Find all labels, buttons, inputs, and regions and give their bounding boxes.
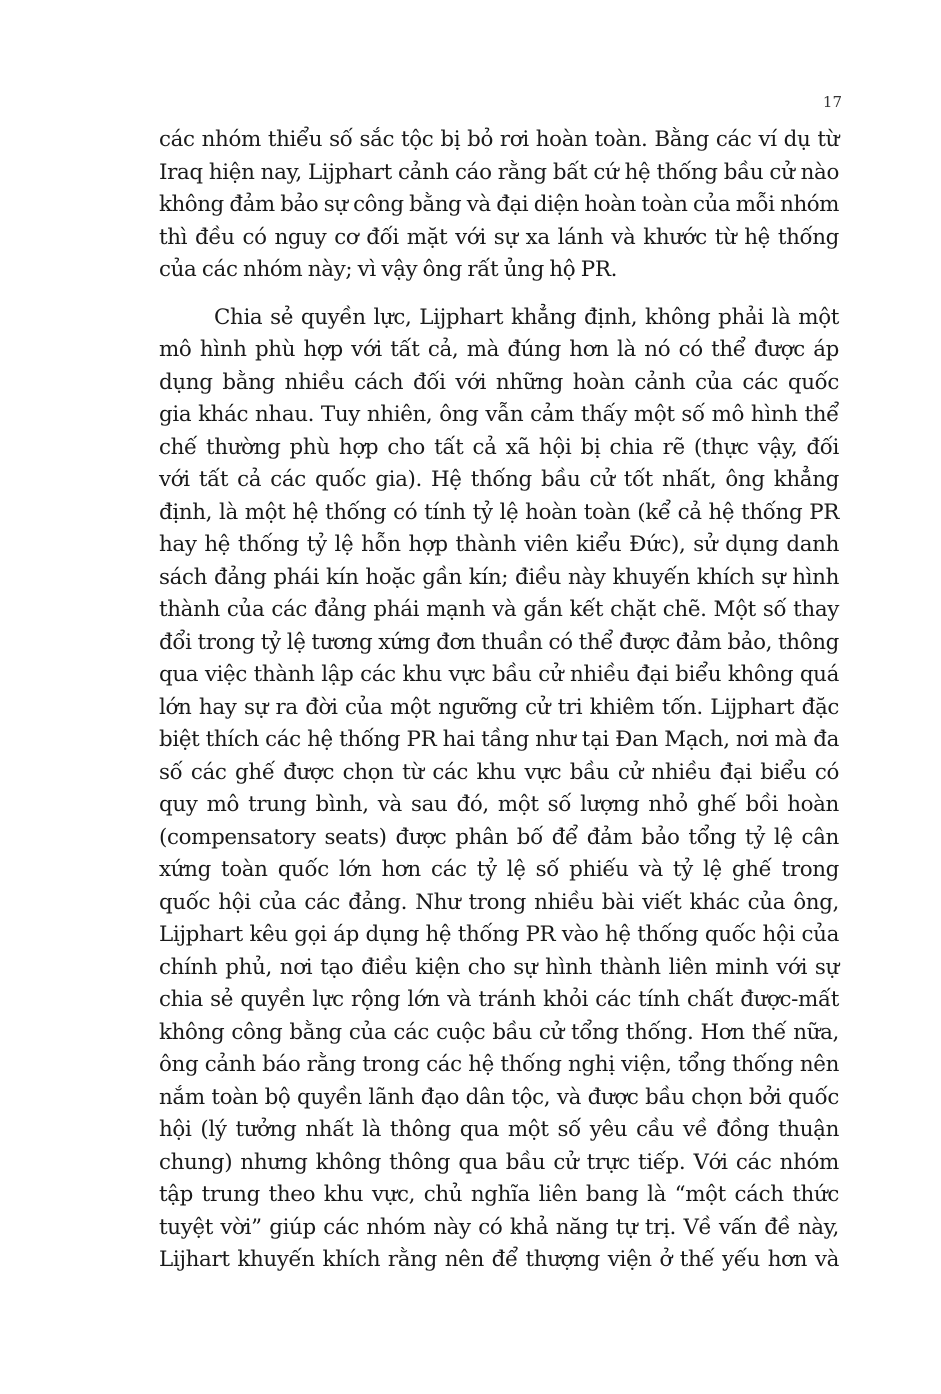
text-line: đổi trong tỷ lệ tương xứng đơn thuần có thể được đảm bảo, thông [159, 629, 839, 655]
text-line: (compensatory seats) được phân bố để đảm bảo tổng tỷ lệ cân [159, 824, 839, 850]
text-line: sách đảng phái kín hoặc gần kín; điều này khuyến khích sự hình [159, 564, 839, 590]
text-line: ông cảnh báo rằng trong các hệ thống nghị viện, tổng thống nên [159, 1052, 839, 1077]
text-line: biệt thích các hệ thống PR hai tầng như tại Đan Mạch, nơi mà đa [159, 727, 839, 752]
text-line: tuyệt vời” giúp các nhóm này có khả năng tự trị. Về vấn đề này, [159, 1214, 839, 1240]
text-line: thành của các đảng phái mạnh và gắn kết chặt chẽ. Một số thay [159, 597, 839, 622]
text-line: không công bằng của các cuộc bầu cử tổng thống. Hơn thế nữa, [159, 1019, 839, 1045]
text-line: Lijhart khuyến khích rằng nên để thượng viện ở thế yếu hơn và [159, 1247, 839, 1272]
text-line: lớn hay sự ra đời của một ngưỡng cử tri khiêm tốn. Lijphart đặc [159, 694, 839, 720]
text-line: gia khác nhau. Tuy nhiên, ông vẫn cảm thấy một số mô hình thể [159, 402, 839, 427]
body-text [159, 124, 839, 1277]
text-line: hội (lý tưởng nhất là thông qua một số yêu cầu về đồng thuận [159, 1117, 839, 1142]
text-line: với tất cả các quốc gia). Hệ thống bầu cử tốt nhất, ông khẳng [159, 467, 839, 492]
text-line: chung) nhưng không thông qua bầu cử trực tiếp. Với các nhóm [159, 1149, 839, 1175]
text-line: chính phủ, nơi tạo điều kiện cho sự hình thành liên minh với sự [159, 954, 839, 980]
text-line: chia sẻ quyền lực rộng lớn và tránh khỏi các tính chất được-mất [159, 987, 839, 1012]
text-line: tập trung theo khu vực, chủ nghĩa liên bang là “một cách thức [159, 1182, 839, 1207]
text-line: quốc hội của các đảng. Như trong nhiều bài viết khác của ông, [159, 889, 839, 915]
text-line: qua việc thành lập các khu vực bầu cử nhiều đại biểu không quá [159, 662, 839, 687]
text-line: dụng bằng nhiều cách đối với những hoàn cảnh của các quốc [159, 369, 839, 395]
text-line: Lijphart kêu gọi áp dụng hệ thống PR vào hệ thống quốc hội của [159, 922, 839, 947]
text-line: chế thường phù hợp cho tất cả xã hội bị chia rẽ (thực vậy, đối [159, 434, 839, 460]
text-line: quy mô trung bình, và sau đó, một số lượng nhỏ ghế bồi hoàn [159, 792, 839, 817]
text-line: nắm toàn bộ quyền lãnh đạo dân tộc, và được bầu chọn bởi quốc [159, 1084, 839, 1110]
text-line: mô hình phù hợp với tất cả, mà đúng hơn là nó có thể được áp [159, 337, 839, 362]
text-line: của các nhóm này; vì vậy ông rất ủng hộ PR. [159, 257, 618, 282]
text-line: Iraq hiện nay, Lijphart cảnh cáo rằng bất cứ hệ thống bầu cử nào [159, 159, 839, 185]
text-line: định, là một hệ thống có tính tỷ lệ hoàn toàn (kể cả hệ thống PR [159, 499, 839, 525]
paragraph-1 [159, 124, 839, 287]
text-line: các nhóm thiểu số sắc tộc bị bỏ rơi hoàn toàn. Bằng các ví dụ từ [159, 127, 839, 152]
text-line: số các ghế được chọn từ các khu vực bầu cử nhiều đại biểu có [159, 759, 839, 785]
text-line: xứng toàn quốc lớn hơn các tỷ lệ số phiếu và tỷ lệ ghế trong [159, 857, 839, 882]
text-line: không đảm bảo sự công bằng và đại diện hoàn toàn của mỗi nhóm [159, 192, 839, 217]
text-line: thì đều có nguy cơ đối mặt với sự xa lánh và khước từ hệ thống [159, 224, 839, 250]
paragraph-2 [159, 302, 839, 1277]
text-line: Chia sẻ quyền lực, Lijphart khẳng định, không phải là một [214, 304, 839, 330]
page-number: 17 [822, 93, 842, 111]
text-line: hay hệ thống tỷ lệ hỗn hợp thành viên kiểu Đức), sử dụng danh [159, 532, 839, 557]
